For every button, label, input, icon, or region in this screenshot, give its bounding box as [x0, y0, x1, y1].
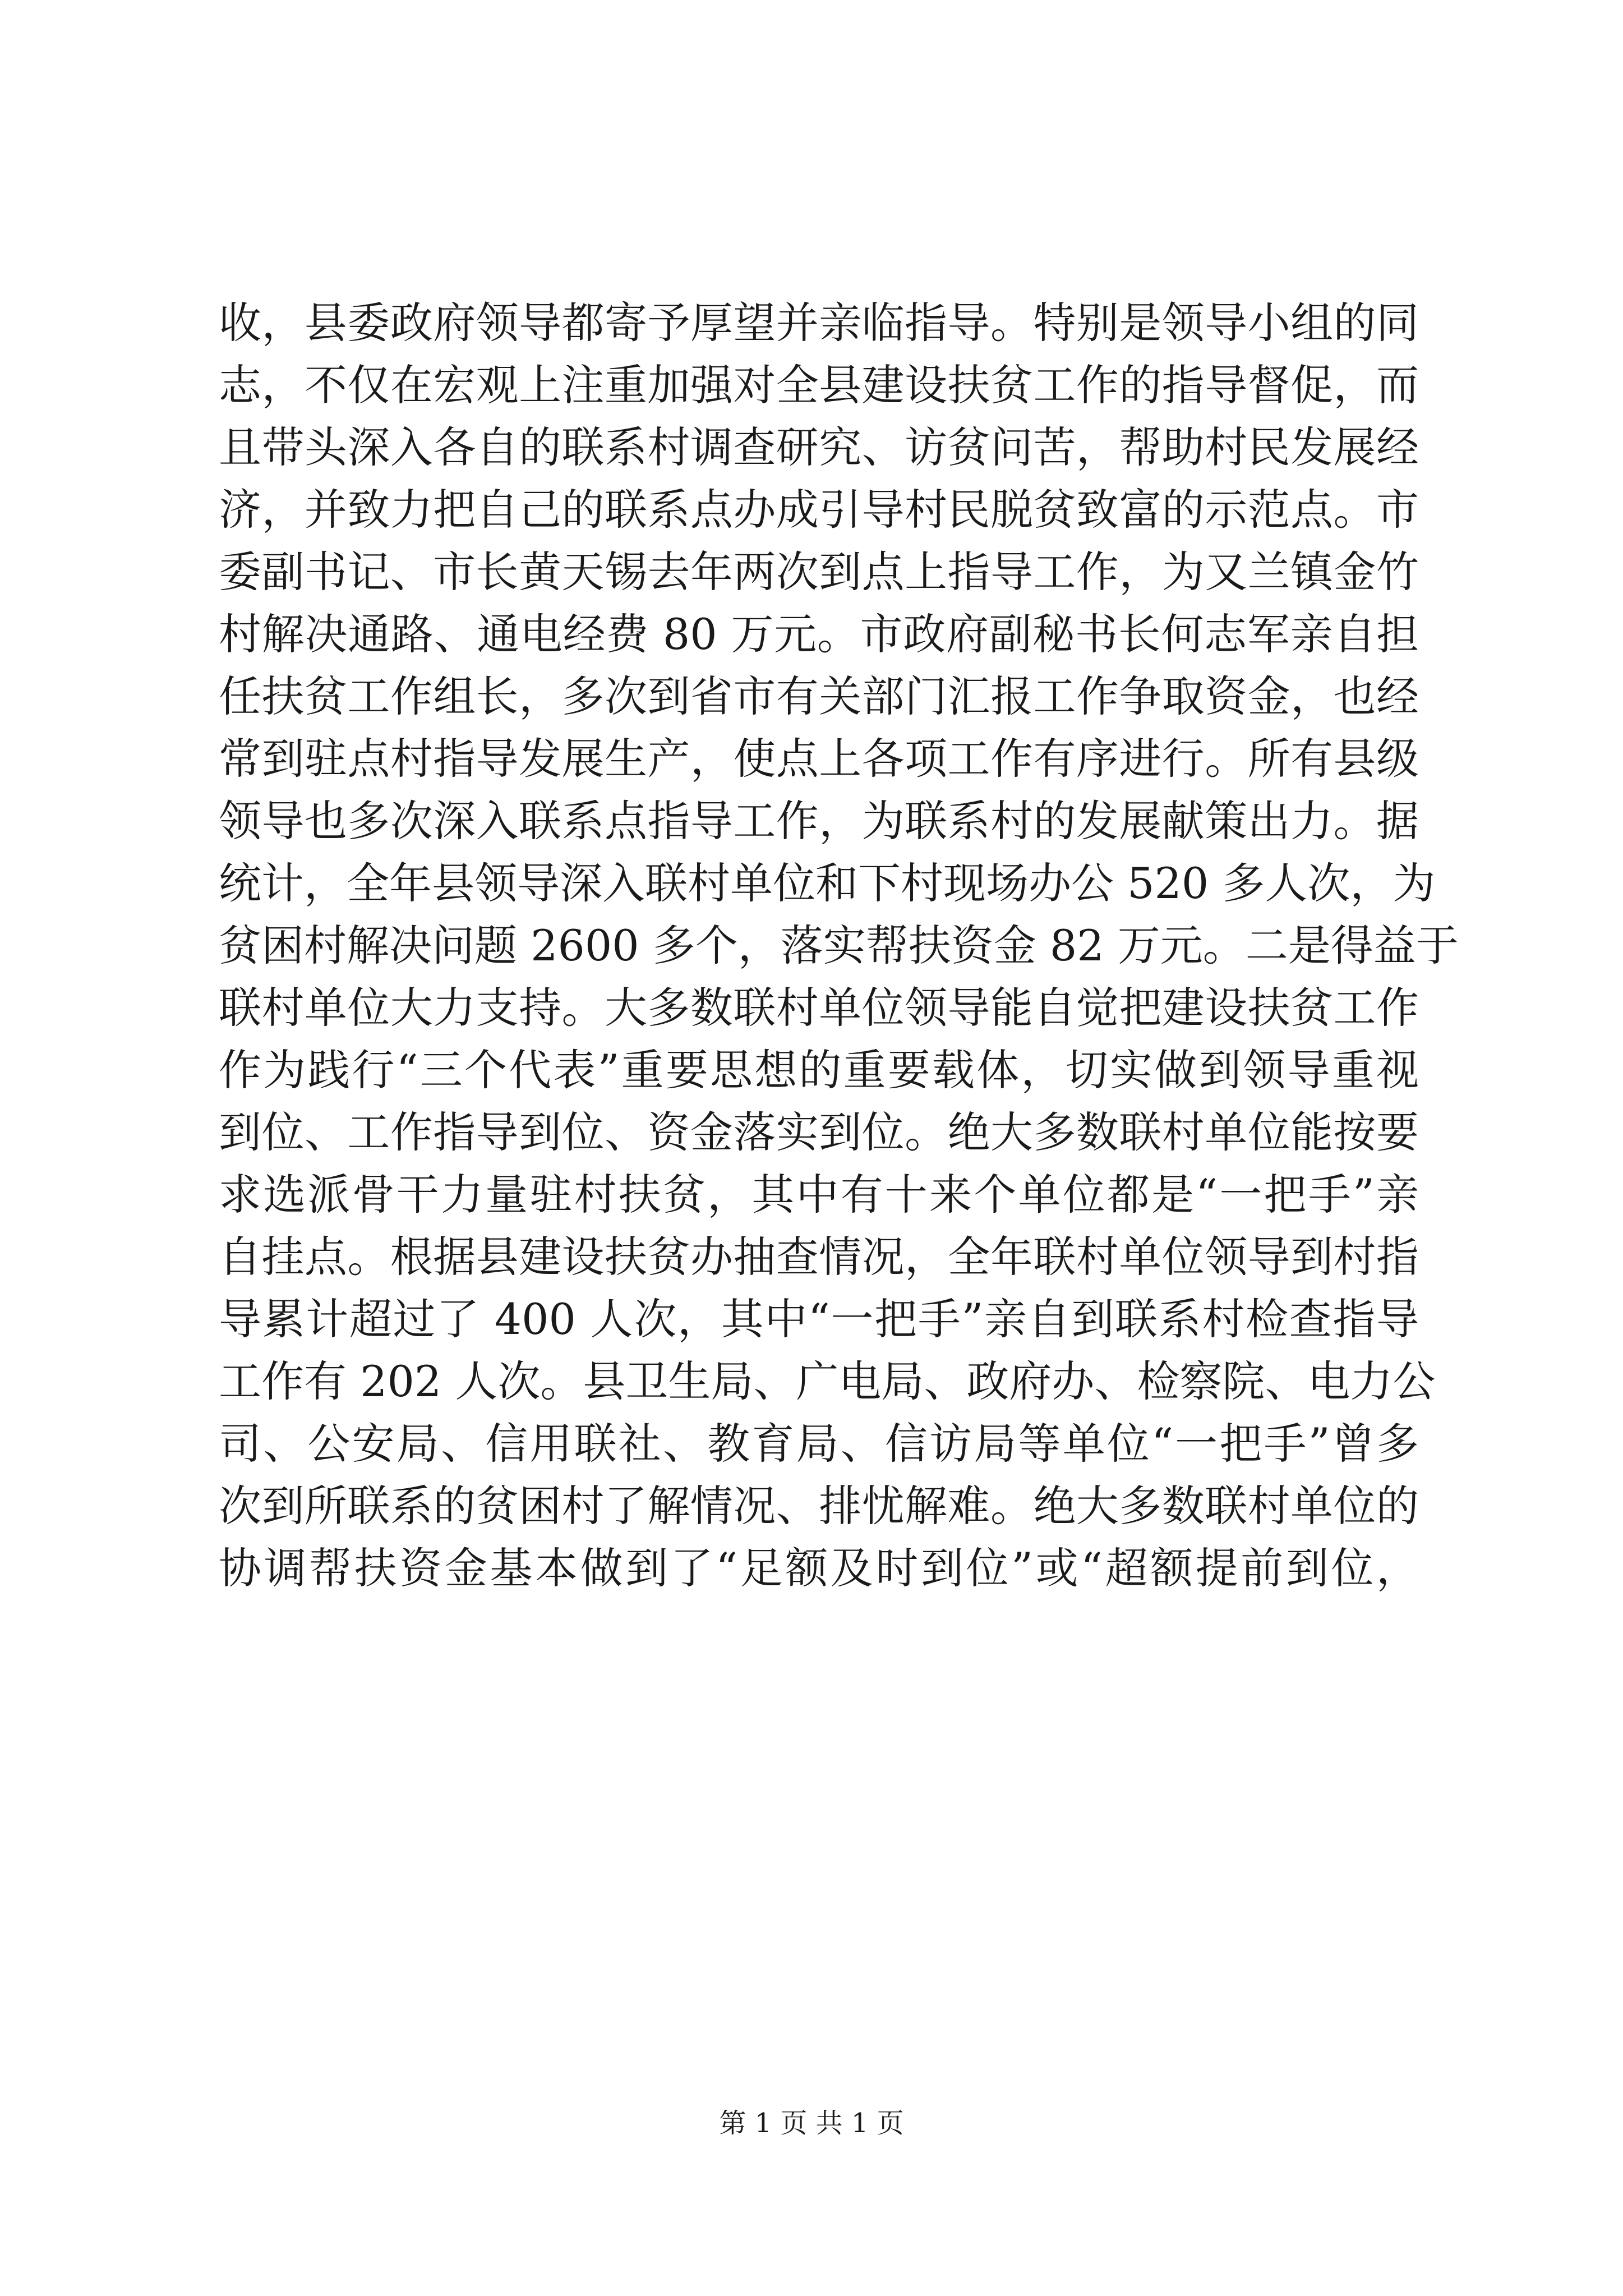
- text-line: 联村单位大力支持。大多数联村单位领导能自觉把建设扶贫工作: [219, 983, 1419, 1033]
- text-line: 且带头深入各自的联系村调查研究、访贫问苦，帮助村民发展经: [219, 422, 1419, 472]
- text-line: 济，并致力把自己的联系点办成引导村民脱贫致富的示范点。市: [219, 485, 1419, 535]
- text-line: 导累计超过了 400 人次，其中“一把手”亲自到联系村检查指导: [219, 1294, 1419, 1344]
- text-line: 司、公安局、信用联社、教育局、信访局等单位“一把手”曾多: [219, 1419, 1419, 1469]
- text-line: 协调帮扶资金基本做到了“足额及时到位”或“超额提前到位，: [219, 1543, 1419, 1593]
- text-line: 到位、工作指导到位、资金落实到位。绝大多数联村单位能按要: [219, 1107, 1419, 1157]
- text-line: 委副书记、市长黄天锡去年两次到点上指导工作，为又兰镇金竹: [219, 547, 1419, 597]
- page-number-label: 第 1 页 共 1 页: [719, 2108, 904, 2139]
- text-line: 收，县委政府领导都寄予厚望并亲临指导。特别是领导小组的同: [219, 298, 1419, 348]
- body-text: [219, 292, 1459, 1599]
- text-line: 次到所联系的贫困村了解情况、排忧解难。绝大多数联村单位的: [219, 1481, 1419, 1531]
- text-line: 自挂点。根据县建设扶贫办抽查情况，全年联村单位领导到村指: [219, 1232, 1419, 1282]
- text-line: 贫困村解决问题 2600 多个，落实帮扶资金 82 万元。二是得益于: [219, 921, 1459, 970]
- text-line: 统计，全年县领导深入联村单位和下村现场办公 520 多人次，为: [219, 858, 1436, 908]
- page-footer: [0, 2106, 1623, 2140]
- text-line: 任扶贫工作组长，多次到省市有关部门汇报工作争取资金，也经: [219, 671, 1419, 721]
- text-line: 求选派骨干力量驻村扶贫，其中有十来个单位都是“一把手”亲: [219, 1170, 1419, 1220]
- text-line: 常到驻点村指导发展生产，使点上各项工作有序进行。所有县级: [219, 734, 1419, 784]
- text-line: 村解决通路、通电经费 80 万元。市政府副秘书长何志军亲自担: [219, 609, 1419, 659]
- text-line: 作为践行“三个代表”重要思想的重要载体，切实做到领导重视: [219, 1045, 1419, 1095]
- text-line: 工作有 202 人次。县卫生局、广电局、政府办、检察院、电力公: [219, 1356, 1436, 1406]
- text-line: 领导也多次深入联系点指导工作，为联系村的发展献策出力。据: [219, 796, 1419, 846]
- text-line: 志，不仅在宏观上注重加强对全县建设扶贫工作的指导督促，而: [219, 360, 1419, 410]
